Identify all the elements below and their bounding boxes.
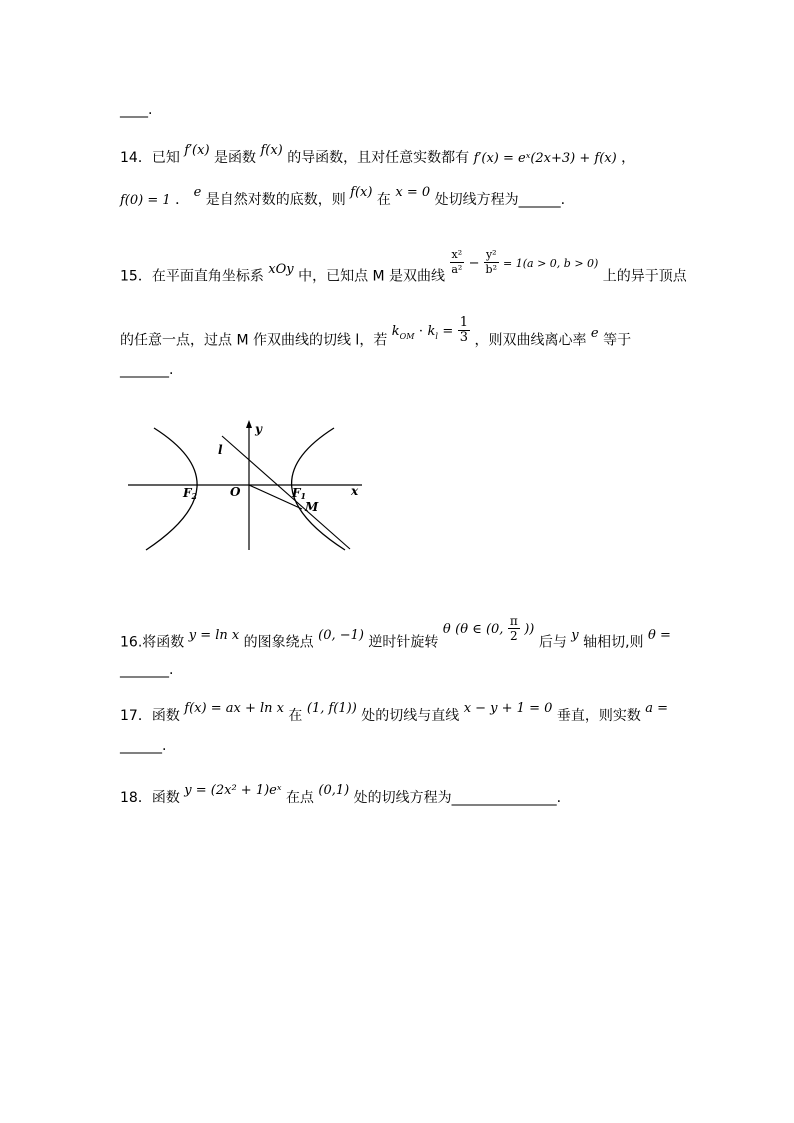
hyperbola-equation: $\frac{\text{x²}}{\text{a²}}$ − $\frac{\text{y²}}{\text{b²}}$ = 1(a > 0, b > 0) [451,248,599,276]
answer-blank: ______ [120,738,162,754]
label-x: x [351,484,359,498]
label-l: l [218,443,223,457]
label-origin: O [230,485,241,499]
question-17-line-1: 17．函数 f(x) = ax + ln x 在 (1, f(1)) 处的切线与直线 x − y + 1 = 0 垂直，则实数 a = [120,701,669,724]
question-number: 18．函数 [120,790,180,806]
question-number: 16.将函数 [120,634,185,651]
question-number: 14．已知 [120,150,180,166]
question-number: 17．函数 [120,708,180,724]
y-axis-arrow [246,420,252,428]
answer-blank: _______ [120,662,169,678]
question-15-line-1: 15．在平面直角坐标系 xOy 中，已知点 M 是双曲线 $\frac{\text{x²}}{\text{a²}}$ − $\frac{\text{y²}}{\text{b²}}$ = 1(a > 0, b > 0) 上的异于顶点 [120,248,687,285]
formula-equation: f′(x) = eˣ(2x+3) + f(x) [473,151,617,166]
label-y: y [255,422,262,436]
question-15-line-2: 的任意一点，过点 M 作双曲线的切线 l，若 $k_{OM} \cdot k_l$ = $\frac{1}{3}$ ，则双曲线离心率 e 等于 [120,315,632,349]
question-number: 15．在平面直角坐标系 [120,268,264,285]
formula-condition: f(0) = 1 [120,193,171,208]
question-14-line-1: 14．已知 f′(x) 是函数 f(x) 的导函数，且对任意实数都有 f′(x) = eˣ(2x+3) + f(x) ， [120,143,636,166]
formula-f: f(x) [260,143,283,158]
question-15-line-3: _______. [120,362,174,378]
question-16-line-1: 16.将函数 y = ln x 的图象绕点 (0, −1) 逆时针旋转 θ (θ ∈ (0, $\frac{\pi}{2}$ )) 后与 y 轴相切,则 θ = [120,614,671,651]
label-f1: F1 [292,486,307,501]
previous-answer-blank: ____. [120,102,153,118]
slope-product-formula: $k_{OM} \cdot k_l$ = $\frac{1}{3}$ [391,315,469,345]
theta-condition: θ (θ ∈ (0, $\frac{\pi}{2}$ )) [442,614,535,643]
question-17-line-2: ______. [120,738,167,754]
tangent-line-l [222,436,350,549]
answer-blank: _______________ [451,790,557,806]
question-14-line-2: f(0) = 1 ． e 是自然对数的底数，则 f(x) 在 x = 0 处切线方程为______. [120,185,566,208]
question-16-line-2: _______. [120,662,174,678]
hyperbola-figure [120,418,370,556]
answer-blank: _______ [120,362,169,378]
label-m: M [305,500,319,514]
label-f2: F2 [183,486,198,501]
answer-blank: ______ [518,192,561,208]
formula-fprime: f′(x) [184,143,210,158]
question-18-line-1: 18．函数 y = (2x² + 1)eˣ 在点 (0,1) 处的切线方程为_______________. [120,783,562,806]
